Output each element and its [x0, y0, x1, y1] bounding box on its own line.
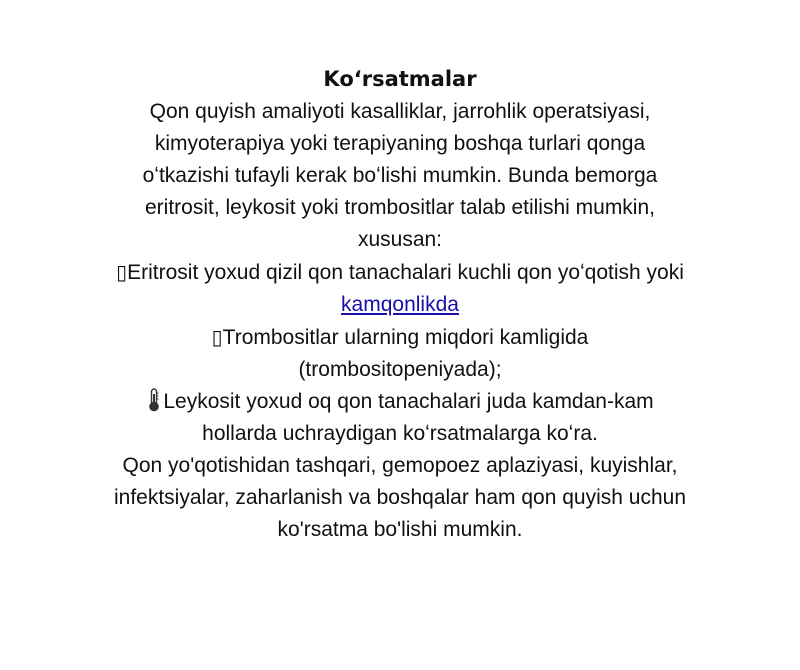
list-item-text	[40, 386, 760, 418]
platelets-text-line1: Trombositlar ularning miqdori kamligida	[222, 326, 589, 349]
outro-line: ko'rsatma bo'lishi mumkin.	[277, 518, 523, 541]
intro-line: oʻtkazishi tufayli kerak boʻlishi mumkin. Bunda bemorga	[142, 164, 658, 187]
list-item-text	[40, 321, 760, 354]
outro-paragraph	[40, 450, 760, 546]
anemia-link[interactable]: kamqonlikda	[341, 293, 459, 316]
list-item-leukocytes	[40, 386, 760, 450]
list-item-platelets	[40, 321, 760, 386]
outro-line: infektsiyalar, zaharlanish va boshqalar ham qon quyish uchun	[113, 486, 686, 509]
list-item-text	[40, 256, 760, 289]
intro-line: eritrosit, leykosit yoki trombositlar talab etilishi mumkin,	[145, 196, 655, 219]
intro-paragraph	[40, 96, 760, 256]
leukocytes-text-line1: Leykosit yoxud oq qon tanachalari juda kamdan-kam	[163, 390, 654, 413]
outro-line: Qon yo'qotishidan tashqari, gemopoez aplaziyasi, kuyishlar,	[122, 454, 678, 477]
list-item-link-line	[40, 289, 760, 321]
section-title: Koʻrsatmalar	[323, 67, 477, 91]
article-section	[40, 62, 760, 546]
leukocytes-text-line2: hollarda uchraydigan koʻrsatmalarga koʻra.	[202, 422, 598, 445]
intro-line: xususan:	[357, 228, 443, 251]
intro-line: kimyoterapiya yoki terapiyaning boshqa turlari qonga	[154, 132, 646, 155]
missing-glyph-icon: ▯	[116, 260, 128, 284]
platelets-text-line2: (trombositopeniyada);	[298, 358, 502, 381]
list-item-erythrocytes	[40, 256, 760, 321]
missing-glyph-icon: ▯	[211, 325, 223, 349]
thermometer-icon	[146, 388, 162, 412]
erythrocytes-text: Eritrosit yoxud qizil qon tanachalari kuchli qon yoʻqotish yoki	[127, 261, 684, 284]
intro-line: Qon quyish amaliyoti kasalliklar, jarrohlik operatsiyasi,	[149, 100, 651, 123]
